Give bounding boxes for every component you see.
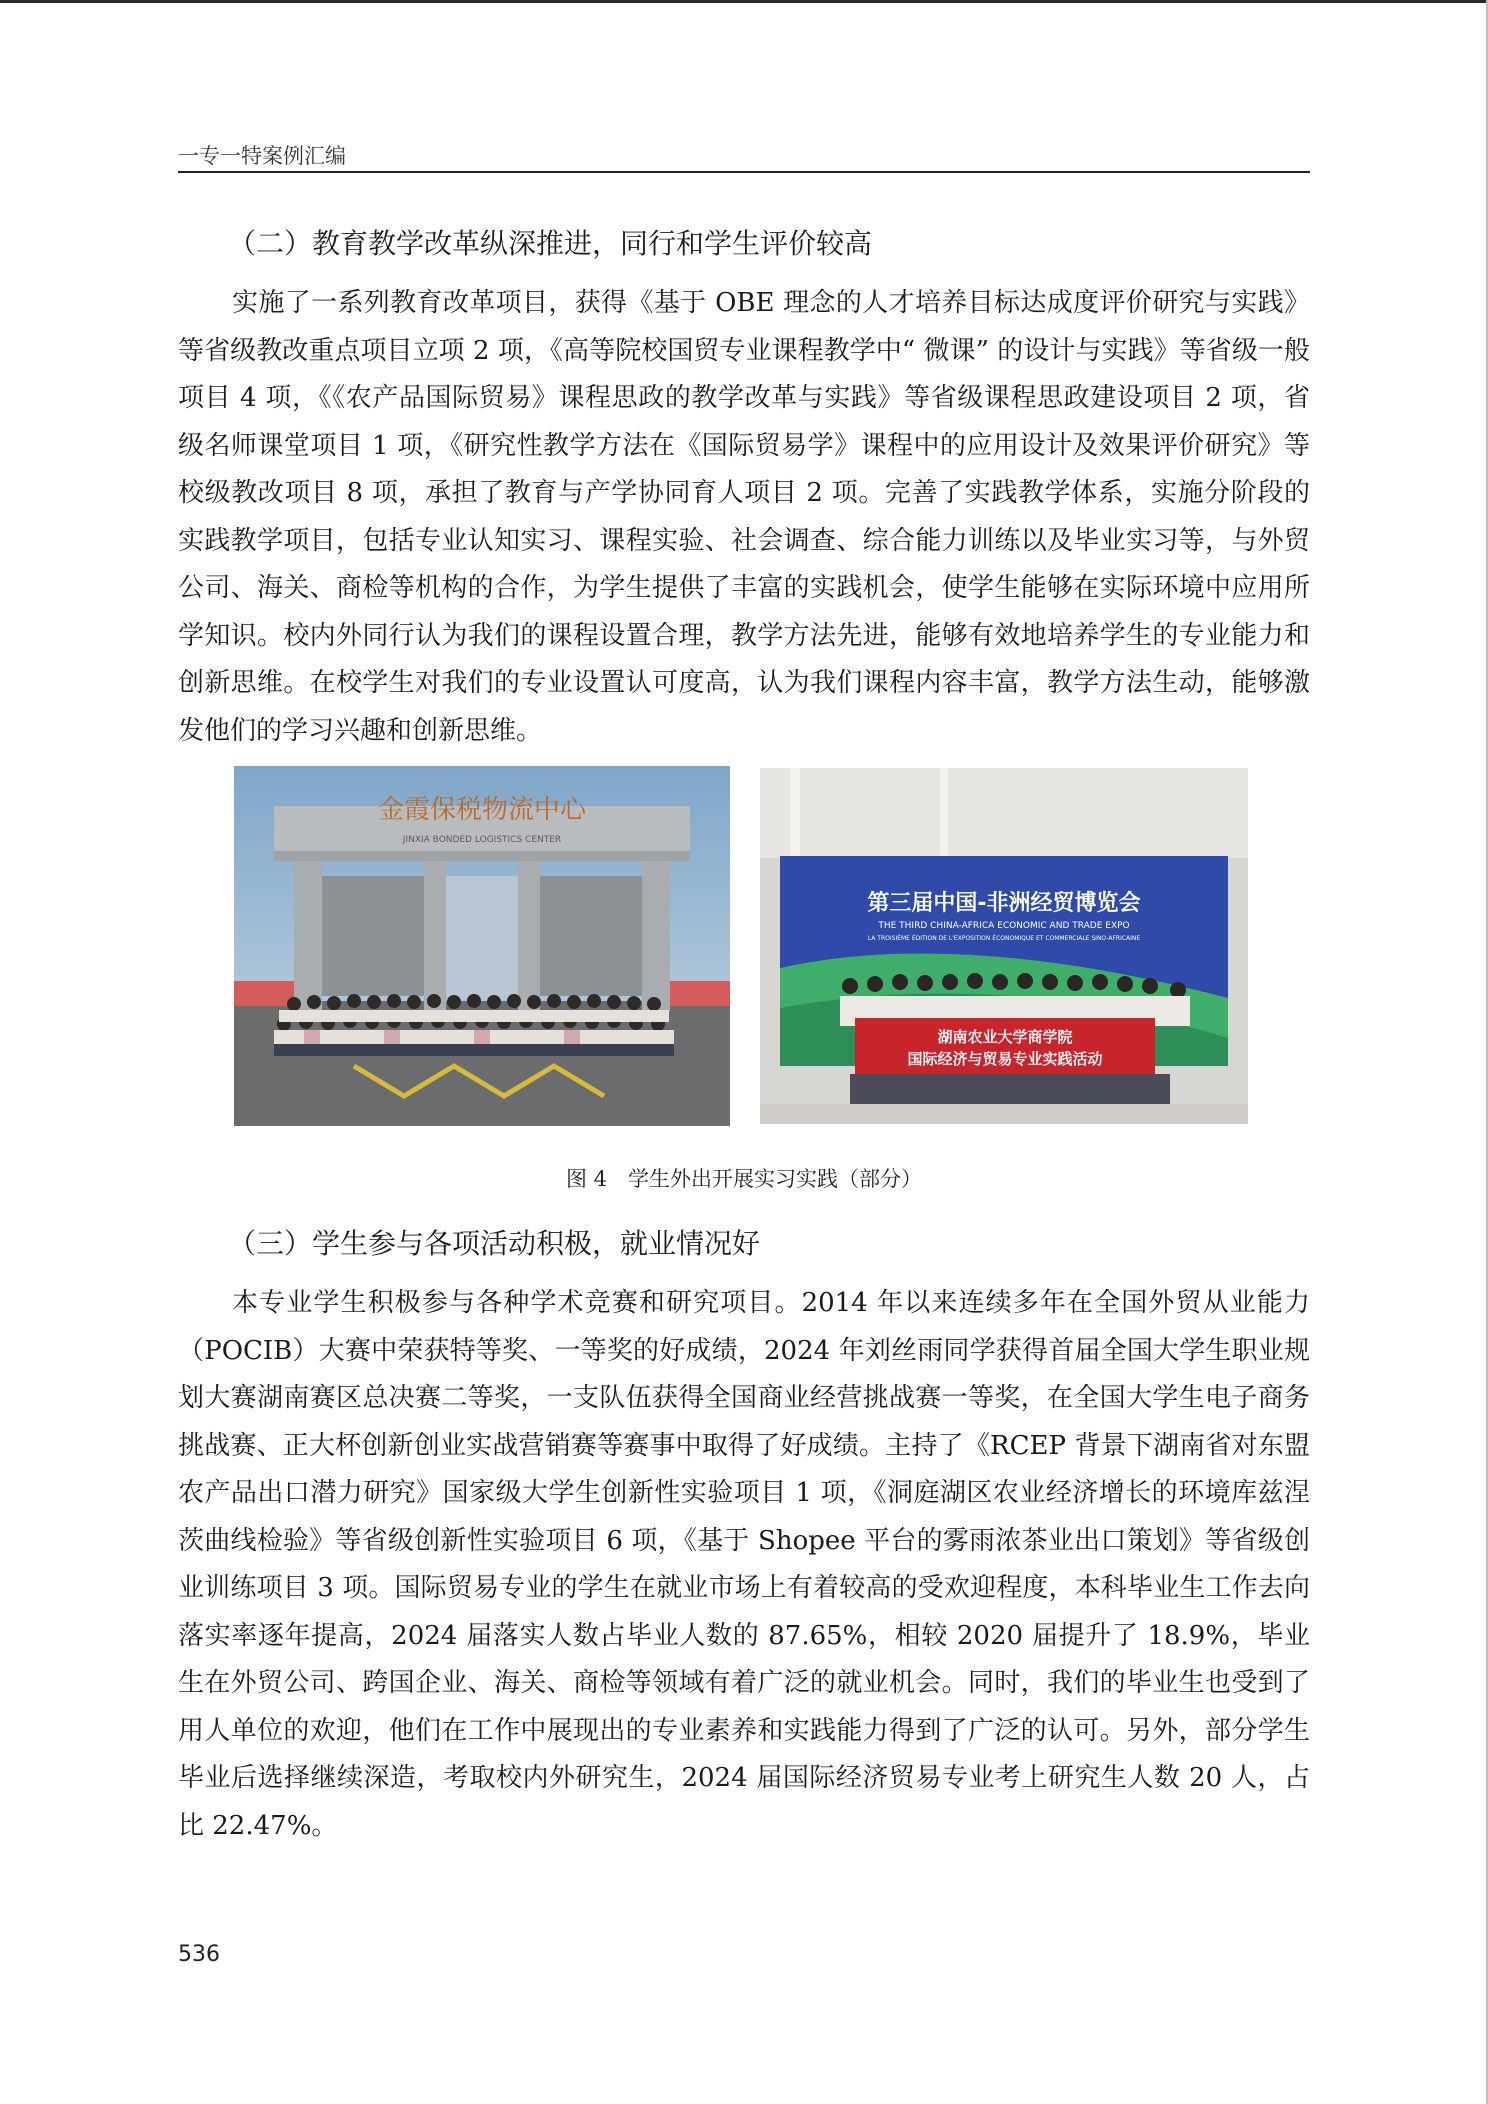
- running-head: 一专一特案例汇编: [178, 144, 346, 168]
- red-banner-line2: 国际经济与贸易专业实践活动: [907, 1050, 1103, 1068]
- expo-banner-title: 第三届中国-非洲经贸博览会: [867, 891, 1141, 916]
- expo-banner-english: THE THIRD CHINA-AFRICA ECONOMIC AND TRADE EXPO: [878, 921, 1130, 931]
- photo-logistics-center-group: [234, 766, 730, 1126]
- logistics-center-sign-text: 金霞保税物流中心: [377, 795, 587, 825]
- expo-banner-french: LA TROISIÈME ÉDITION DE L'EXPOSITION ÉCONOMIQUE ET COMMERCIALE SINO-AFRICAINE: [867, 935, 1141, 942]
- logistics-center-sign-subtext: JINXIA BONDED LOGISTICS CENTER: [402, 835, 562, 845]
- page-number: 536: [178, 1942, 220, 1967]
- figure-4-caption: 图 4 学生外出开展实习实践（部分）: [565, 1167, 923, 1191]
- section-2-heading: （二）教育教学改革纵深推进，同行和学生评价较高: [228, 227, 873, 260]
- top-border: [0, 0, 1488, 3]
- photo-china-africa-expo-group: [760, 768, 1248, 1124]
- section-3-paragraph: 本专业学生积极参与各种学术竞赛和研究项目。2014 年以来连续多年在全国外贸从业能力（POCIB）大赛中荣获特等奖、一等奖的好成绩，2024 年刘丝雨同学获得首届全国大学生职业规划大赛湖南赛区总决赛二等奖，一支队伍获得全国商业经营挑战赛一等奖，在全国大学生电子商务挑战赛、正大杯创新创业实战营销赛等赛事中取得了好成绩。主持了《RCEP 背景下湖南省对东盟农产品出口潜力研究》国家级大学生创新性实验项目 1 项，《洞庭湖区农业经济增长的环境库兹涅茨曲线检验》等省级创新性实验项目 6 项，《基于 Shopee 平台的雾雨浓茶业出口策划》等省级创业训练项目 3 项。国际贸易专业的学生在就业市场上有着较高的受欢迎程度，本科毕业生工作去向落实率逐年提高，2024 届落实人数占毕业人数的 87.65%，相较 2020 届提升了 18.9%，毕业生在外贸公司、跨国企业、海关、商检等领域有着广泛的就业机会。同时，我们的毕业生也受到了用人单位的欢迎，他们在工作中展现出的专业素养和实践能力得到了广泛的认可。另外，部分学生毕业后选择继续深造，考取校内外研究生，2024 届国际经济贸易专业考上研究生人数 20 人，占比 22.47%。: [178, 1288, 1310, 1841]
- header-rule: [178, 171, 1310, 173]
- red-banner-line1: 湖南农业大学商学院: [937, 1028, 1073, 1046]
- section-2-paragraph: 实施了一系列教育改革项目，获得《基于 OBE 理念的人才培养目标达成度评价研究与实践》等省级教改重点项目立项 2 项，《高等院校国贸专业课程教学中“ 微课” 的设计与实践》等省级一般项目 4 项，《《农产品国际贸易》课程思政的教学改革与实践》等省级课程思政建设项目 2 项，省级名师课堂项目 1 项，《研究性教学方法在《国际贸易学》课程中的应用设计及效果评价研究》等校级教改项目 8 项，承担了教育与产学协同育人项目 2 项。完善了实践教学体系，实施分阶段的实践教学项目，包括专业认知实习、课程实验、社会调查、综合能力训练以及毕业实习等，与外贸公司、海关、商检等机构的合作，为学生提供了丰富的实践机会，使学生能够在实际环境中应用所学知识。校内外同行认为我们的课程设置合理，教学方法先进，能够有效地培养学生的专业能力和创新思维。在校学生对我们的专业设置认可度高，认为我们课程内容丰富，教学方法生动，能够激发他们的学习兴趣和创新思维。: [178, 288, 1310, 746]
- section-3-heading: （三）学生参与各项活动积极，就业情况好: [228, 1227, 761, 1260]
